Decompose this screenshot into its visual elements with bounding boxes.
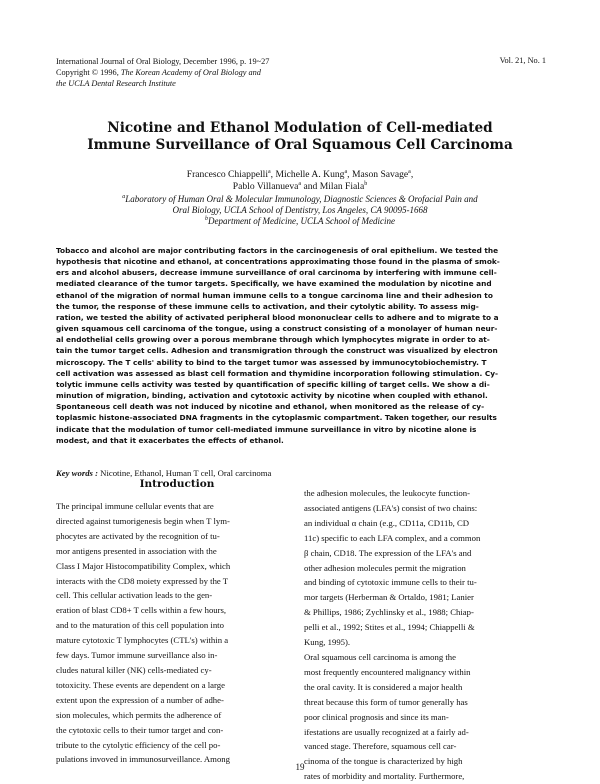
separator: , <box>270 169 276 180</box>
affil-mark: b <box>204 216 208 222</box>
keywords <box>56 468 271 478</box>
separator: , <box>410 169 414 180</box>
affil-mark: a <box>268 168 271 175</box>
author-2: Michelle A. Kung <box>275 169 345 180</box>
author-list <box>40 169 560 192</box>
body-column-right: the adhesion molecules, the leukocyte function- associated antigens (LFA's) consist of two chains: an individual α chain (e.g., CD11a, CD11b, CD 11c) specific to each LFA complex, and a common β chain, CD18. The expression of the LFA's and other adhesion molecules permit the migration and binding of cytotoxic immune cells to their tu- mor targets (Herberman & Ortaldo, 1981; Lanier & Phillips, 1986; Zychlinsky et al., 1988; Chiap- pelli et al., 1992; Stites et al., 1994; Chiappelli & Kung, 1995). Oral squamous cell carcinoma is among the most frequently encountered malignancy within the oral cavity. It is considered a major health threat because this form of tumor generally has poor clinical prognosis and since its man- ifestations are usually recognized at a fairly ad- vanced stage. Therefore, squamous cell car- cinoma of the tongue is characterized by high rates of morbidity and mortality. Furthermore, <box>304 488 481 782</box>
keywords-label: Key words : <box>56 468 98 478</box>
author-5: Milan Fiala <box>319 180 365 192</box>
journal-header <box>56 56 269 89</box>
title-line-1: Nicotine and Ethanol Modulation of Cell-mediated <box>107 120 493 136</box>
affiliation-b-line: Department of Medicine, UCLA School of Medicine <box>207 216 396 226</box>
abstract-text: Tobacco and alcohol are major contributing factors in the carcinogenesis of oral epithelium. We tested the hypothesis that nicotine and ethanol, at concentrations approximating those found in the plasma of smok- ers and alcohol abusers, decrease immune surveillance of oral carcinoma by interfering with immune cell- mediated clearance of the tumor targets. Specifically, we have examined the modulation by nicotine and ethanol of the migration of normal human immune cells to a tongue carcinoma line and their adhesion to the tumor, the response of these immune cells to activation, and their cytolytic ability. To assess mig- ration, we tested the ability of activated peripheral blood mononuclear cells to adhere and to migrate to a given squamous cell carcinoma of the tongue, using a construct consisting of a monolayer of human neur- al endothelial cells growing over a porous membrane through which lymphocytes migrate in order to at- tain the tumor target cells. Adhesion and transmigration through the construct was visualized by electron microscopy. The T cells' ability to bind to the target tumor was assessed by immunocytobiochemistry. T cell activation was assessed as blast cell formation and thymidine incorporation following stimulation. Cy- tolytic immune cells activity was tested by quantification of specific killing of target cells. We show a di- minution of migration, binding, activation and cytotoxic activity by nicotine when coupled with ethanol. Spontaneous cell death was not induced by nicotine and ethanol, when monitored as the release of cy- toplasmic histone-associated DNA fragments in the cytoplasmic compartment. Taken together, our results indicate that the modulation of tumor cell-mediated immune surveillance in vitro by nicotine alone is modest, and that it exacerbates the effects of ethanol. <box>56 246 500 445</box>
body-column-left: The principal immune cellular events that are directed against tumorigenesis begin when T lym- phocytes are activated by the recognition of tu- mor antigens presented in association with the Class I Major Histocompatibility Complex, which interacts with the CD8 moiety expressed by the T cell. This cellular activation leads to the gen- eration of blast CD8+ T cells within a few hours, and to the maturation of this cell population into mature cytotoxic T lymphocytes (CTL's) within a few days. Tumor immune surveillance also in- cludes natural killer (NK) cells-mediated cy- totoxicity. These events are dependent on a large extent upon the expression of a number of adhe- sion molecules, which permits the adherence of the cytotoxic cells to their tumor target and con- tribute to the cytolytic efficiency of the cell po- pulations invoved in immunosurveillance. Among <box>56 501 231 765</box>
keywords-text: Nicotine, Ethanol, Human T cell, Oral carcinoma <box>98 468 272 478</box>
affiliation-a-line-1: Laboratory of Human Oral & Molecular Immunology, Diagnostic Sciences & Orofacial Pain and <box>125 194 478 204</box>
author-4: Pablo Villanueva <box>232 180 299 192</box>
journal-line: International Journal of Oral Biology, December 1996, p. 19~27 <box>56 57 270 66</box>
introduction-heading: Introduction <box>139 478 215 490</box>
affil-mark: a <box>344 168 348 175</box>
volume-label: Vol. 21, No. 1 <box>499 56 546 65</box>
affiliation-a <box>40 194 560 205</box>
affil-mark: a <box>408 168 411 175</box>
copyright-line <box>56 67 269 78</box>
copyright-publisher: The Korean Academy of Oral Biology and <box>120 68 261 77</box>
paper-title <box>40 120 560 154</box>
title-line-2: Immune Surveillance of Oral Squamous Cell Carcinoma <box>87 137 513 153</box>
authors-line-2 <box>40 181 560 193</box>
affil-mark: a <box>298 180 302 187</box>
affiliations <box>40 194 560 227</box>
author-3: Mason Savage <box>351 169 409 180</box>
and-word: and <box>301 180 320 192</box>
separator: , <box>347 169 352 180</box>
affiliation-a-line-2: Oral Biology, UCLA School of Dentistry, Los Angeles, CA 90095-1668 <box>172 205 428 215</box>
authors-line-1 <box>40 169 560 181</box>
copyright-prefix: Copyright © 1996, <box>56 68 121 77</box>
institute-line: the UCLA Dental Research Institute <box>56 79 176 88</box>
page-number: 19 <box>295 762 305 772</box>
affiliation-b <box>40 216 560 227</box>
author-1: Francesco Chiappelli <box>186 169 268 180</box>
affil-mark: a <box>122 194 126 200</box>
affil-mark: b <box>364 180 368 187</box>
